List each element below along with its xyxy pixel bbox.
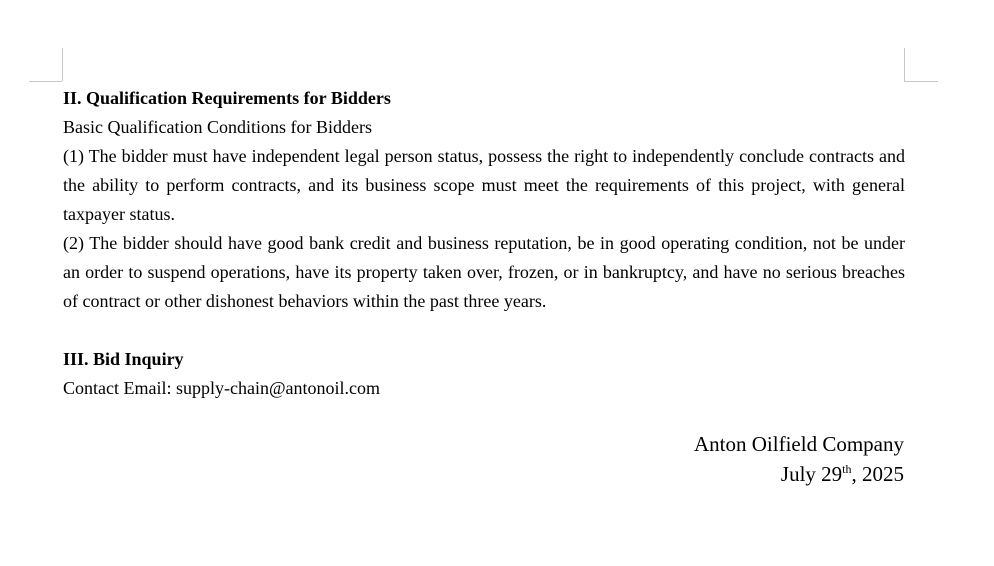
document-body [63,84,905,403]
section-2-heading: II. Qualification Requirements for Bidders [63,88,391,108]
date-ordinal-suffix: th [842,462,852,476]
section-2-subheading: Basic Qualification Conditions for Bidders [63,117,372,137]
signature-date [694,459,904,489]
contact-email: supply-chain@antonoil.com [175,378,381,398]
page-corner-mark-top-right-horizontal [904,81,938,82]
contact-email-label: Contact Email: [63,378,172,398]
section-3-heading: III. Bid Inquiry [63,349,184,369]
signature-block [694,429,904,489]
date-year: , 2025 [851,462,904,486]
date-month-day: July 29 [780,462,843,486]
qualification-item-1: (1) The bidder must have independent legal person status, possess the right to independently conclude contracts and the ability to perform contracts, and its business scope must meet the requirements of this project, with general taxpayer status. [63,146,905,224]
paragraph-spacer [63,316,905,345]
contact-line [63,374,905,403]
page-corner-mark-top-left-vertical [62,48,63,81]
qualification-item-2: (2) The bidder should have good bank credit and business reputation, be in good operating condition, not be under an order to suspend operations, have its property taken over, frozen, or in bankruptcy, and have no serious breaches of contract or other dishonest behaviors within the past three years. [63,233,905,311]
page-corner-mark-top-right-vertical [904,48,905,81]
page-corner-mark-top-left-horizontal [29,81,62,82]
signature-company: Anton Oilfield Company [694,432,904,456]
